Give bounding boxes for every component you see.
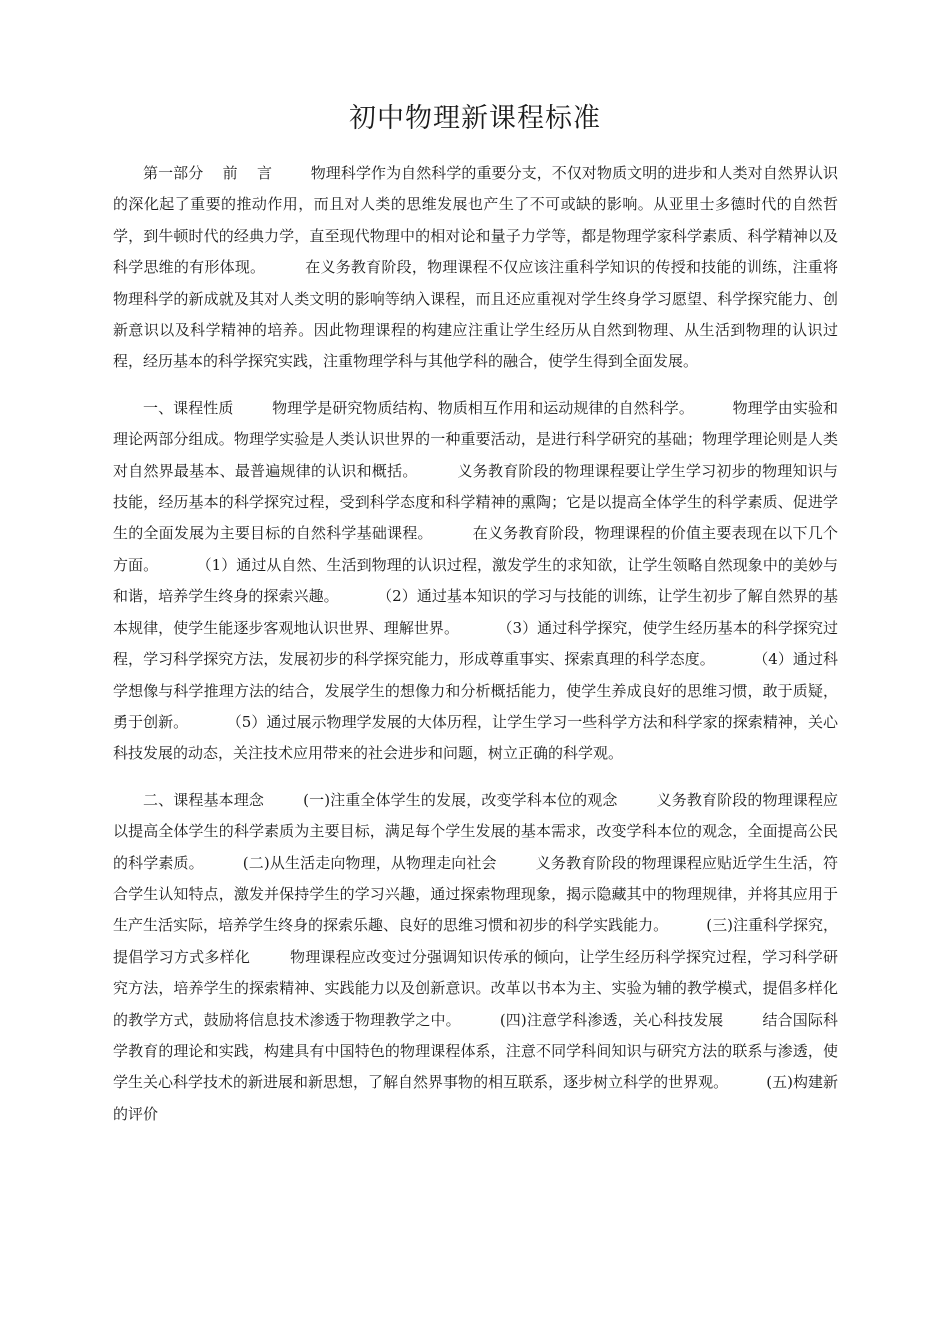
paragraph-course-nature: 一、课程性质 物理学是研究物质结构、物质相互作用和运动规律的自然科学。 物理学由实验和理论两部分组成。物理学实验是人类认识世界的一种重要活动，是进行科学研究的基础；物理学理论则是人类对自然界最基本、最普遍规律的认识和概括。 义务教育阶段的物理课程要让学生学习初步的物理知识与技能，经历基本的科学探究过程，受到科学态度和科学精神的熏陶；它是以提高全体学生的科学素质、促进学生的全面发展为主要目标的自然科学基础课程。 在义务教育阶段，物理课程的价值主要表现在以下几个方面。 （1）通过从自然、生活到物理的认识过程，激发学生的求知欲，让学生领略自然现象中的美妙与和谐，培养学生终身的探索兴趣。 （2）通过基本知识的学习与技能的训练，让学生初步了解自然界的基本规律，使学生能逐步客观地认识世界、理解世界。 （3）通过科学探究，使学生经历基本的科学探究过程，学习科学探究方法，发展初步的科学探究能力，形成尊重事实、探索真理的科学态度。 （4）通过科学想像与科学推理方法的结合，发展学生的想像力和分析概括能力，使学生养成良好的思维习惯，敢于质疑，勇于创新。 （5）通过展示物理学发展的大体历程，让学生学习一些科学方法和科学家的探索精神，关心科技发展的动态，关注技术应用带来的社会进步和问题，树立正确的科学观。 [113, 398, 838, 763]
paragraph-preface: 第一部分 前 言 物理科学作为自然科学的重要分支，不仅对物质文明的进步和人类对自然界认识的深化起了重要的推动作用，而且对人类的思维发展也产生了不可或缺的影响。从亚里士多德时代的自然哲学，到牛顿时代的经典力学，直至现代物理中的相对论和量子力学等，都是物理学家科学素质、科学精神以及科学思维的有形体现。 在义务教育阶段，物理课程不仅应该注重科学知识的传授和技能的训练，注重将物理科学的新成就及其对人类文明的影响等纳入课程，而且还应重视对学生终身学习愿望、科学探究能力、创新意识以及科学精神的培养。因此物理课程的构建应注重让学生经历从自然到物理、从生活到物理的认识过程，经历基本的科学探究实践，注重物理学科与其他学科的融合，使学生得到全面发展。 [113, 164, 838, 371]
paragraph-course-concepts: 二、课程基本理念 (一)注重全体学生的发展，改变学科本位的观念 义务教育阶段的物理课程应以提高全体学生的科学素质为主要目标，满足每个学生发展的基本需求，改变学科本位的观念，全面提高公民的科学素质。 (二)从生活走向物理，从物理走向社会 义务教育阶段的物理课程应贴近学生生活，符合学生认知特点，激发并保持学生的学习兴趣，通过探索物理现象，揭示隐藏其中的物理规律，并将其应用于生产生活实际，培养学生终身的探索乐趣、良好的思维习惯和初步的科学实践能力。 (三)注重科学探究，提倡学习方式多样化 物理课程应改变过分强调知识传承的倾向，让学生经历科学探究过程，学习科学研究方法，培养学生的探索精神、实践能力以及创新意识。改革以书本为主、实验为辅的教学模式，提倡多样化的教学方式，鼓励将信息技术渗透于物理教学之中。 (四)注意学科渗透，关心科技发展 结合国际科学教育的理论和实践，构建具有中国特色的物理课程体系，注意不同学科间知识与研究方法的联系与渗透，使学生关心科学技术的新进展和新思想，了解自然界事物的相互联系，逐步树立科学的世界观。 (五)构建新的评价 [113, 790, 838, 1123]
document-body [113, 158, 838, 1145]
document-title: 初中物理新课程标准 [349, 103, 601, 134]
